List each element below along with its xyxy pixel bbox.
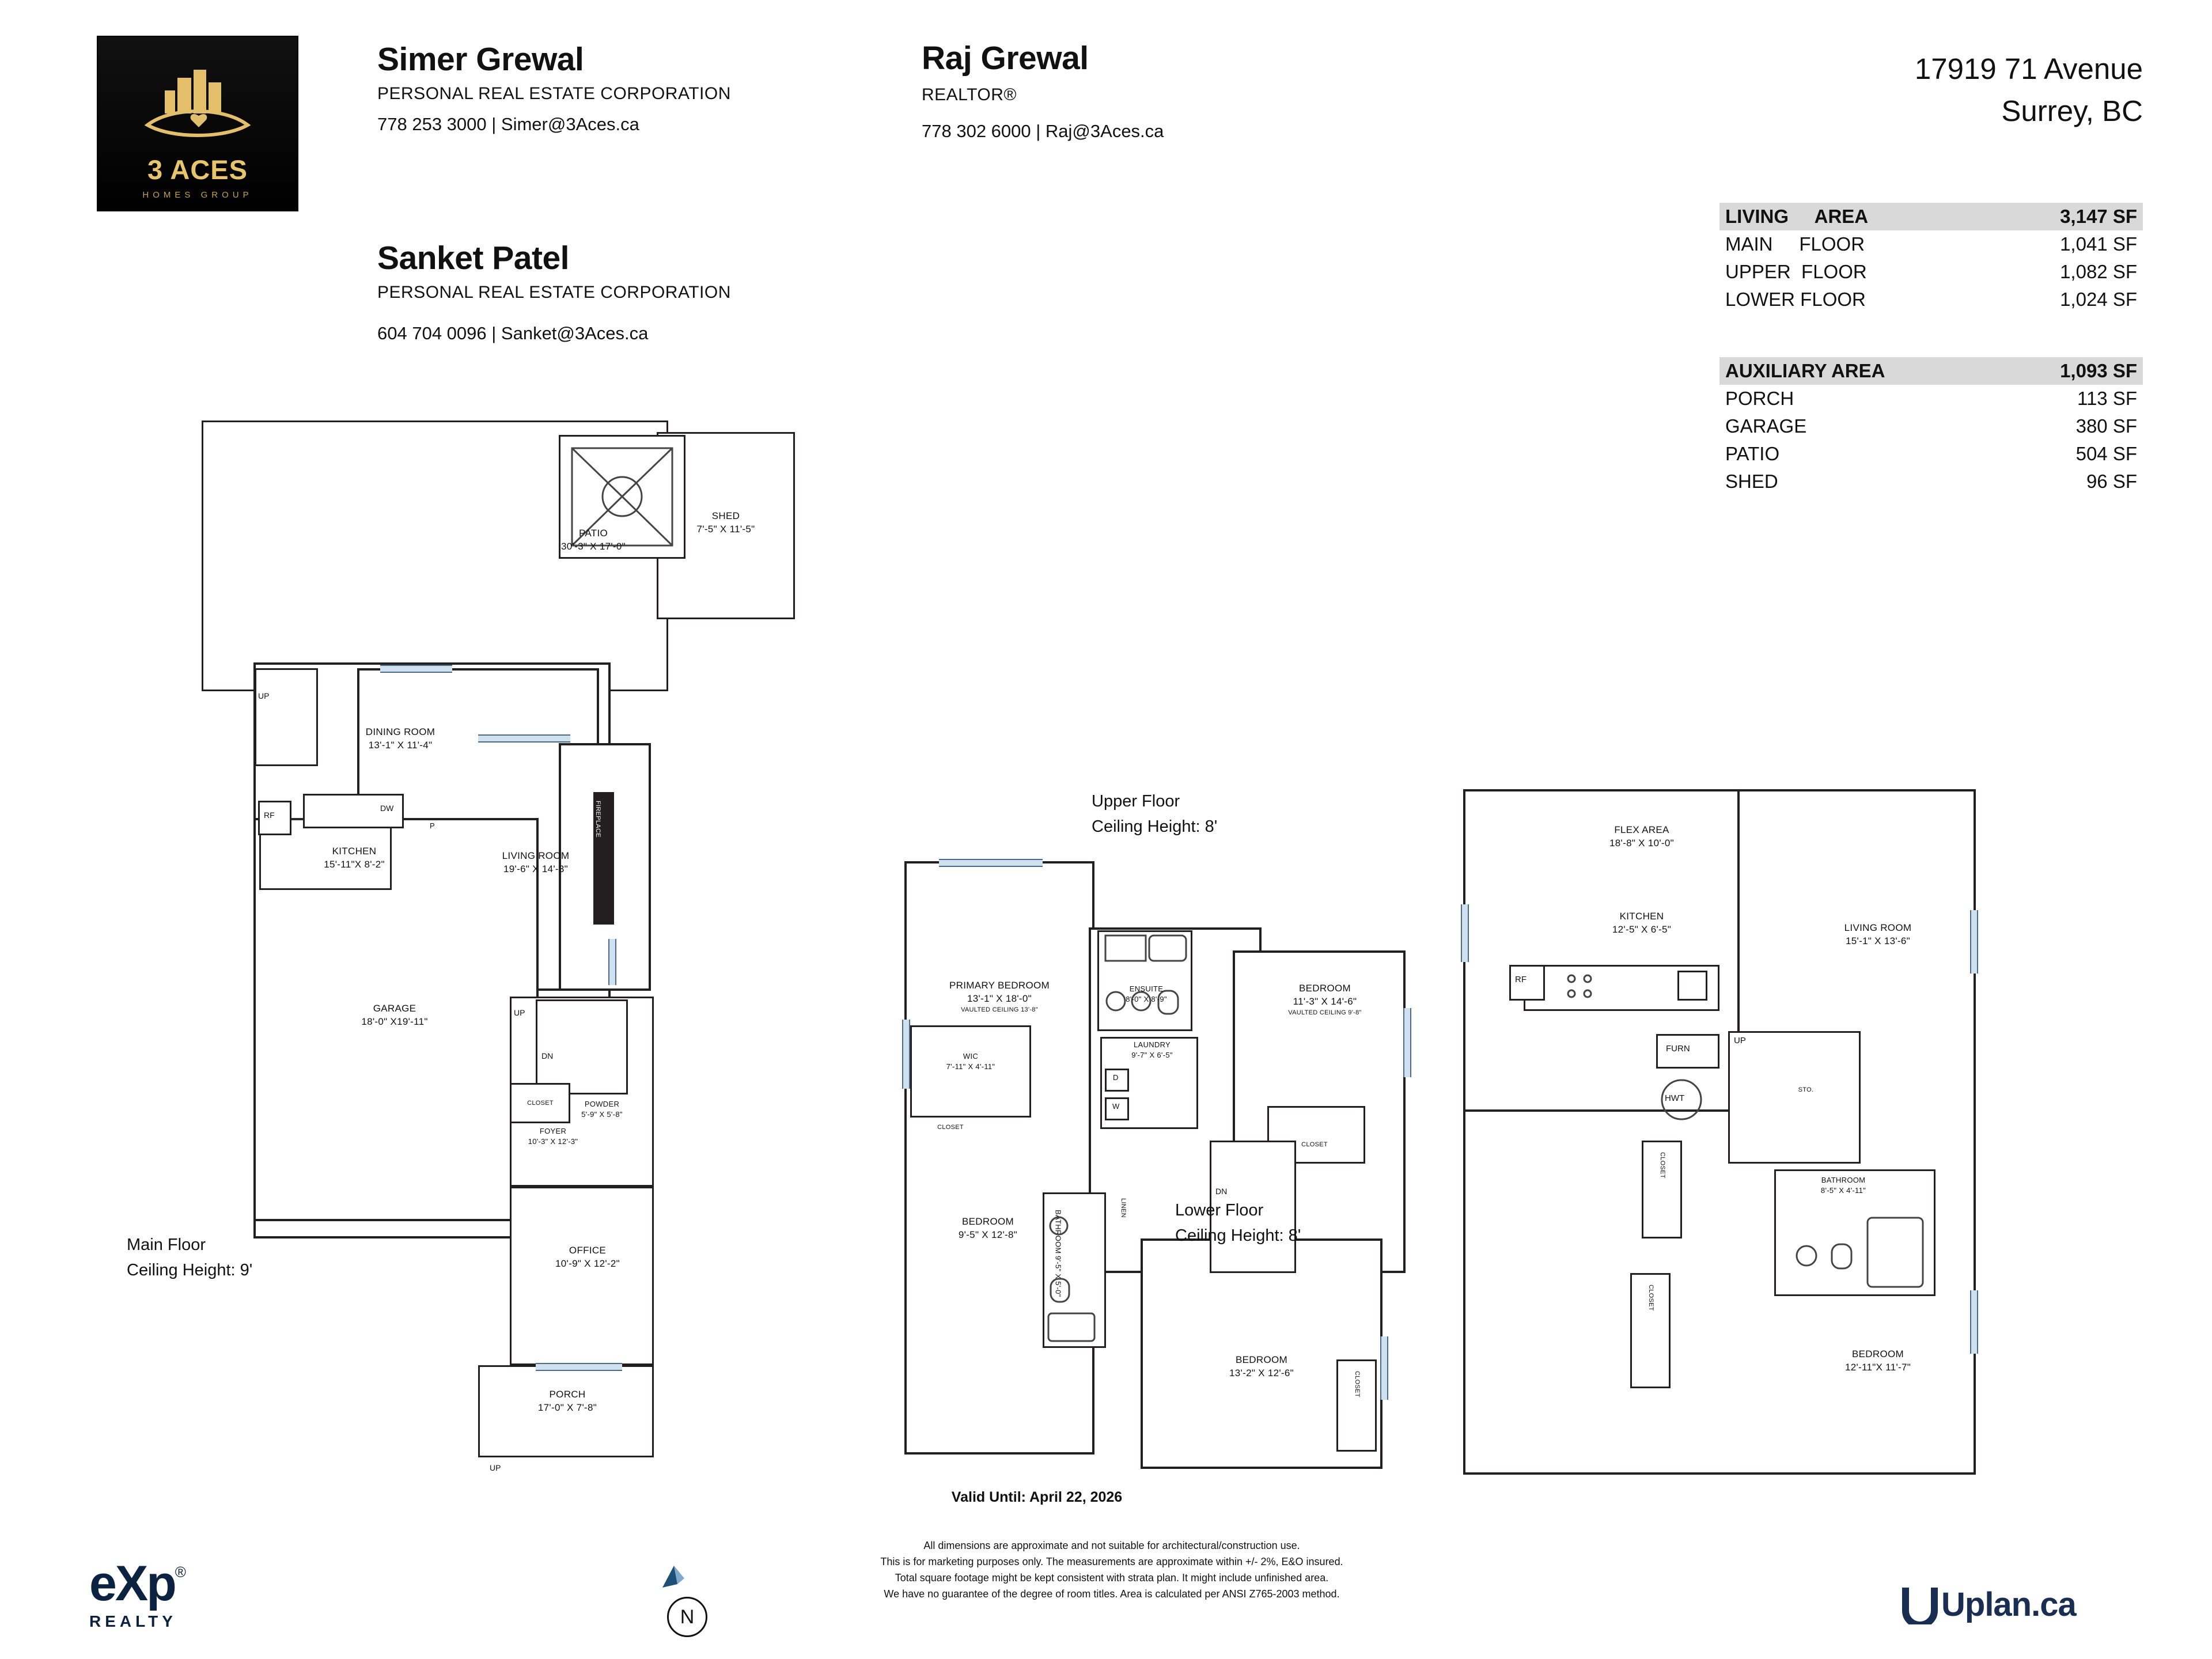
sink: [1677, 971, 1707, 1001]
auxiliary-area-header: [1719, 357, 2143, 385]
north-label: N: [680, 1605, 695, 1628]
room-label-garage: GARAGE 18'-0" X19'-11": [361, 1003, 428, 1027]
agent-role: REALTOR®: [922, 85, 1017, 104]
table-row: [1719, 258, 2143, 286]
window: [1970, 910, 1978, 974]
ensuite-fixtures: [1103, 933, 1190, 1028]
room-label-kitchen: KITCHEN 12'-5" X 6'-5": [1612, 911, 1672, 935]
table-row: [1719, 468, 2143, 495]
auxiliary-area-table: [1719, 357, 2143, 495]
agent-name: Sanket Patel: [377, 240, 569, 276]
upper-floor-label: Upper Floor Ceiling Height: 8': [1092, 792, 1218, 836]
auxiliary-area-header-label: AUXILIARY AREA: [1725, 360, 1885, 381]
agent-role: PERSONAL REAL ESTATE CORPORATION: [377, 84, 731, 103]
exp-realty-logo: [89, 1555, 354, 1631]
area-row-value: 504 SF: [2075, 443, 2137, 464]
window: [902, 1020, 910, 1089]
window: [536, 1363, 622, 1371]
window: [939, 859, 1043, 867]
bathroom-fixtures: [1781, 1215, 1931, 1293]
area-row-label: UPPER FLOOR: [1725, 261, 1867, 282]
dryer-label: D: [1113, 1073, 1119, 1082]
living-area-header-value: 3,147 SF: [2060, 206, 2137, 227]
room-label-closet: CLOSET: [1353, 1371, 1361, 1397]
table-row: [1719, 230, 2143, 258]
room-label-shed: SHED 7'-5" X 11'-5": [696, 510, 755, 535]
agent-contact[interactable]: 778 253 3000 | Simer@3Aces.ca: [377, 114, 639, 134]
lower-floor-label: Lower Floor Ceiling Height: 8': [1175, 1201, 1301, 1245]
address-line-2: Surrey, BC: [2001, 94, 2143, 127]
main-floor-plan: [127, 421, 835, 1498]
room-label-bedroom-2: BEDROOM 11'-3" X 14'-6" VAULTED CEILING 9'-8": [1288, 983, 1362, 1016]
exp-logo-sub: REALTY: [89, 1612, 177, 1630]
office-outline: [510, 1187, 654, 1365]
main-floor-label: Main Floor Ceiling Height: 9': [127, 1236, 253, 1279]
window: [1403, 1008, 1411, 1077]
room-label-porch: PORCH 17'-0" X 7'-8": [537, 1389, 597, 1413]
uplan-logo-text: Uplan.ca: [1941, 1585, 2076, 1623]
room-label-office: OFFICE 10'-9" X 12'-2": [555, 1245, 620, 1269]
room-label-patio: PATIO 30'-3" X 17'-0": [561, 528, 626, 552]
area-row-value: 1,041 SF: [2060, 233, 2137, 255]
hot-water-tank-label: HWT: [1665, 1093, 1685, 1103]
room-label-closet: CLOSET: [1301, 1141, 1328, 1148]
area-row-label: PATIO: [1725, 443, 1780, 464]
valid-until-label: Valid Until: April 22, 2026: [951, 1489, 1123, 1505]
porch-stair-up: UP: [490, 1463, 501, 1472]
main-stairs-block: [255, 668, 318, 766]
stair-direction-up: UP: [1734, 1036, 1746, 1046]
table-row: [1719, 286, 2143, 313]
room-label-closet: CLOSET: [1658, 1152, 1666, 1179]
brand-logo-title: 3 ACES: [147, 154, 248, 185]
cooktop-icon: [1562, 971, 1598, 1005]
stair-direction-down: DN: [541, 1051, 554, 1060]
stair-direction-up: UP: [514, 1008, 525, 1017]
refrigerator-label: RF: [1515, 975, 1527, 984]
agent-name: Simer Grewal: [377, 41, 584, 78]
room-label-closet: CLOSET: [1647, 1285, 1654, 1311]
disclaimer-block: [737, 1538, 1486, 1603]
washer-label: W: [1112, 1102, 1120, 1111]
north-indicator: [667, 1597, 707, 1637]
window: [1970, 1290, 1978, 1354]
room-label-bedroom-4: BEDROOM 13'-2" X 12'-6": [1229, 1354, 1294, 1378]
agent-name: Raj Grewal: [922, 40, 1089, 77]
table-row: [1719, 412, 2143, 440]
brand-logo-subtitle: HOMES GROUP: [142, 190, 253, 200]
upper-floor-plan: [887, 792, 1446, 1498]
room-label-linen: LINEN: [1119, 1198, 1127, 1218]
table-row: [1719, 440, 2143, 468]
storage-label: STO.: [1798, 1086, 1814, 1093]
agent-role: PERSONAL REAL ESTATE CORPORATION: [377, 283, 731, 302]
room-label-living-room: LIVING ROOM 15'-1" X 13'-6": [1844, 922, 1912, 946]
area-row-label: PORCH: [1725, 388, 1794, 409]
area-row-label: LOWER FLOOR: [1725, 289, 1866, 310]
table-row: [1719, 385, 2143, 412]
disclaimer-line: We have no guarantee of the degree of room titles. Area is calculated per ANSI Z765-2003 method.: [884, 1588, 1340, 1600]
stair-direction-up: UP: [258, 691, 270, 700]
disclaimer-line: Total square footage might be kept consistent with strata plan. It might include unfinished area.: [895, 1571, 1329, 1584]
brand-logo: [97, 36, 298, 211]
room-label-dining: DINING ROOM 13'-1" X 11'-4": [365, 726, 435, 751]
lower-stairs: [1728, 1031, 1861, 1164]
room-label-bathroom: BATHROOM 8'-5" X 4'-11": [1820, 1176, 1866, 1195]
window: [1380, 1336, 1388, 1400]
auxiliary-area-header-value: 1,093 SF: [2060, 360, 2137, 381]
area-row-value: 96 SF: [2086, 471, 2137, 492]
area-row-label: GARAGE: [1725, 415, 1807, 437]
room-label-bedroom: BEDROOM 12'-11"X 11'-7": [1844, 1349, 1911, 1373]
area-row-value: 1,082 SF: [2060, 261, 2137, 282]
window: [1461, 904, 1469, 962]
room-label-wic: WIC 7'-11" X 4'-11": [946, 1052, 995, 1071]
living-area-header-label: LIVING AREA: [1725, 206, 1869, 227]
area-row-label: MAIN FLOOR: [1725, 233, 1865, 255]
refrigerator: [258, 801, 291, 835]
furnace-label: FURN: [1666, 1044, 1690, 1054]
room-label-primary-bedroom: PRIMARY BEDROOM 13'-1" X 18'-0" VAULTED CEILING 13'-8": [949, 980, 1050, 1013]
disclaimer-line: This is for marketing purposes only. The measurements are approximate within +/- 2%, E&O insured.: [880, 1555, 1343, 1567]
registered-mark-icon: ®: [175, 1563, 186, 1581]
room-label-foyer: FOYER 10'-3" X 12'-3": [528, 1127, 578, 1146]
uplan-mark-icon: [1901, 1584, 1939, 1624]
room-label-laundry: LAUNDRY 9'-7" X 6'-5": [1131, 1040, 1173, 1059]
brand-logo-mark: [137, 65, 258, 151]
room-label-living: LIVING ROOM 19'-6" X 14'-3": [502, 850, 570, 874]
dishwasher-label: DW: [380, 804, 394, 813]
agent-contact[interactable]: 778 302 6000 | Raj@3Aces.ca: [922, 121, 1164, 141]
disclaimer-line: All dimensions are approximate and not suitable for architectural/construction use.: [923, 1540, 1300, 1551]
bathroom-fixtures: [1044, 1204, 1101, 1351]
living-area-table: [1719, 203, 2143, 313]
exp-logo-main: eXp: [89, 1556, 175, 1611]
agent-block-raj: [922, 39, 1440, 142]
window: [380, 665, 452, 673]
room-label-bathroom: BATHROOM 9'-5" X 5'-0": [1054, 1210, 1063, 1298]
room-label-bedroom-3: BEDROOM 9'-5" X 12'-8": [958, 1216, 1018, 1240]
window: [608, 939, 616, 985]
area-row-label: SHED: [1725, 471, 1778, 492]
uplan-logo[interactable]: [1901, 1584, 2076, 1624]
room-label-kitchen: KITCHEN 15'-11"X 8'-2": [324, 846, 385, 870]
pantry-label: P: [430, 821, 435, 830]
stair-direction-down: DN: [1215, 1187, 1228, 1196]
upper-left-wing: [904, 861, 1094, 1455]
property-address: [1555, 52, 2143, 128]
living-area-header: [1719, 203, 2143, 230]
agent-block-simer: [377, 40, 896, 135]
room-label-powder: POWDER 5'-9" X 5'-8": [581, 1100, 623, 1119]
area-row-value: 113 SF: [2077, 388, 2137, 409]
room-label-flex-area: FLEX AREA 18'-8" X 10'-0": [1609, 824, 1674, 849]
room-label-closet: CLOSET: [937, 1124, 964, 1131]
room-label-fireplace: FIREPLACE: [594, 801, 601, 838]
area-row-value: 1,024 SF: [2060, 289, 2137, 310]
agent-contact[interactable]: 604 704 0096 | Sanket@3Aces.ca: [377, 323, 649, 343]
room-label-closet: CLOSET: [527, 1100, 554, 1107]
room-label-ensuite: ENSUITE 8'-0" X 8'-9": [1126, 984, 1167, 1003]
agent-block-sanket: [377, 239, 896, 344]
refrigerator-label: RF: [264, 810, 275, 820]
address-line-1: 17919 71 Avenue: [1914, 52, 2143, 85]
window: [478, 734, 570, 743]
interior-stairs: [536, 999, 628, 1094]
area-row-value: 380 SF: [2075, 415, 2137, 437]
